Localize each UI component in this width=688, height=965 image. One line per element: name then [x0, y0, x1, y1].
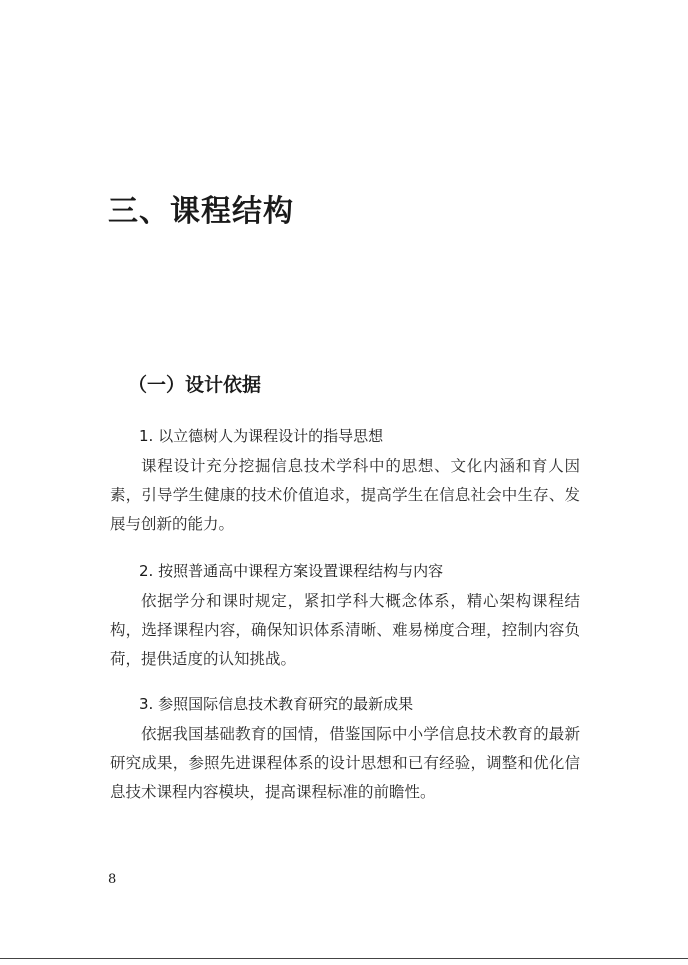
- section-title: （一）设计依据: [128, 374, 262, 396]
- bottom-divider: [0, 958, 688, 959]
- page-number: 8: [108, 872, 117, 887]
- chapter-title: 三、课程结构: [108, 194, 294, 229]
- item-paragraph-2: 依据学分和课时规定，紧扣学科大概念体系，精心架构课程结构，选择课程内容，确保知识体系清晰、难易梯度合理，控制内容负荷，提供适度的认知挑战。: [110, 592, 580, 668]
- item-heading-2: 2. 按照普通高中课程方案设置课程结构与内容: [139, 562, 444, 580]
- item-heading-3: 3. 参照国际信息技术教育研究的最新成果: [139, 695, 414, 713]
- item-paragraph-3: 依据我国基础教育的国情，借鉴国际中小学信息技术教育的最新研究成果，参照先进课程体系的设计思想和已有经验，调整和优化信息技术课程内容模块，提高课程标准的前瞻性。: [110, 725, 580, 801]
- item-heading-1: 1. 以立德树人为课程设计的指导思想: [139, 427, 384, 445]
- item-paragraph-1: 课程设计充分挖掘信息技术学科中的思想、文化内涵和育人因素，引导学生健康的技术价值追求，提高学生在信息社会中生存、发展与创新的能力。: [110, 457, 580, 533]
